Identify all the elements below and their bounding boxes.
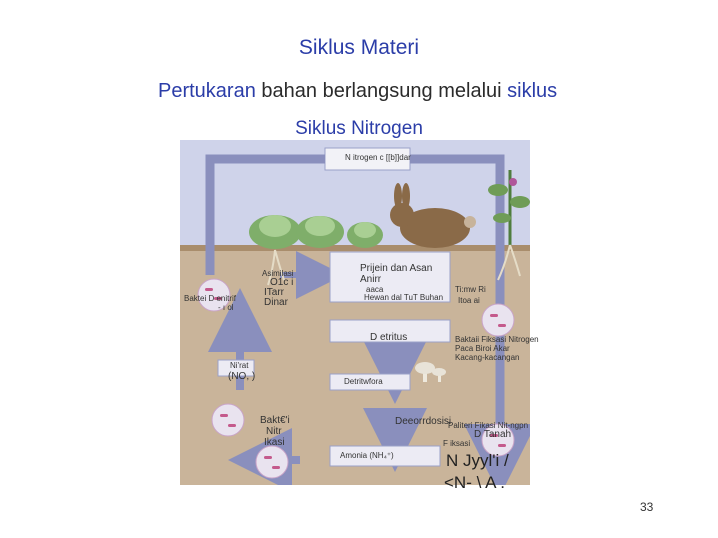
label-soil-fixing-bacteria: Paliteri Fikasi Nit-ngpn xyxy=(448,421,529,430)
label-denitrifying-bacteria: Baktei D enitrif xyxy=(184,294,237,303)
cycle-title: Siklus Nitrogen xyxy=(295,118,423,139)
label-plants: Ti:mw Ri xyxy=(455,285,486,294)
slide-subtitle xyxy=(158,80,557,103)
label-assimilation-2: O1c i xyxy=(270,277,294,288)
label-plants-2: Itoa ai xyxy=(458,296,480,305)
label-root-nodule-bacteria: Baktaii Fiksasi Nitrogen xyxy=(455,335,539,344)
label-denitrifying-bacteria-2: - ı ol xyxy=(218,303,234,312)
label-animals-plants: Hewan dal TuT Buhan xyxy=(364,293,444,302)
cabbage-right xyxy=(347,222,383,248)
label-large-text-2: <N- \ A . xyxy=(444,473,505,492)
label-fixation: F iksasi xyxy=(443,439,471,448)
label-nitrate: Ni'rat xyxy=(230,361,249,370)
label-nitrate-2: (NO, ) xyxy=(228,371,256,382)
label-large-text-1: N Jyyl'i / xyxy=(446,451,509,470)
label-nitrifying-bacteria-3: Ikasi xyxy=(264,437,285,448)
bacteria-nitrifying-circle-1 xyxy=(212,404,244,436)
cabbage-left xyxy=(249,215,301,249)
bacteria-root-nodule-circle xyxy=(482,304,514,336)
label-protein-2: Anirr xyxy=(360,274,382,285)
label-root-nodule-bacteria-3: Kacang-kacangan xyxy=(455,353,520,362)
label-protein-3: aaca xyxy=(366,285,384,294)
label-protein: Prijein dan Asan xyxy=(360,263,433,274)
ground-line xyxy=(180,245,530,251)
label-root-nodule-bacteria-2: Paca Biroi Akar xyxy=(455,344,510,353)
subtitle-middle: bahan berlangsung melalui xyxy=(255,80,508,102)
label-assimilation-4: Dinar xyxy=(264,297,288,308)
cabbage-middle xyxy=(296,216,344,248)
slide-title: Siklus Materi xyxy=(298,36,420,59)
bacteria-nitrifying-circle-2 xyxy=(256,446,288,478)
label-decomposition: Deeorrdosisi xyxy=(395,416,452,427)
subtitle-word-pertukaran: Pertukaran xyxy=(158,80,256,102)
label-soil-fixing-bacteria-2: D Tanah xyxy=(474,429,512,440)
label-nitrifying-bacteria-2: Nitr xyxy=(266,426,282,437)
subtitle-word-siklus: siklus xyxy=(507,80,558,102)
label-ammonia: Amonia (NH₄⁺) xyxy=(340,451,394,460)
label-assimilation-3: ITarr xyxy=(264,287,284,298)
label-assimilation: Asimilasi xyxy=(262,269,294,278)
label-nitrifying-bacteria: Bakt€'i xyxy=(260,415,290,426)
page-number: 33 xyxy=(640,500,654,514)
nitrogen-cycle-diagram xyxy=(180,140,539,492)
label-atmospheric-nitrogen: N itrogen c [[b]]dar xyxy=(345,153,411,162)
label-detritivore: Detritwfora xyxy=(344,377,383,386)
label-detritus: D etritus xyxy=(370,332,408,343)
